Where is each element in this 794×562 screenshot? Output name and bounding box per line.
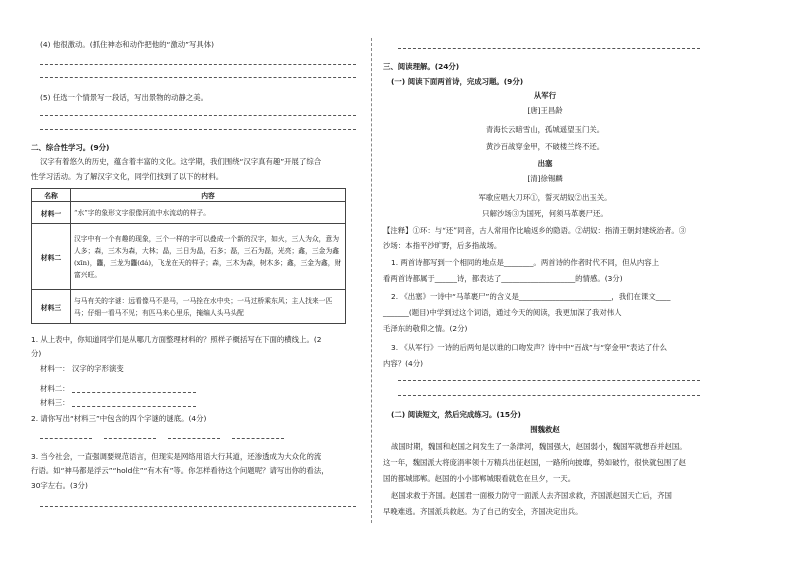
answer-line[interactable] xyxy=(398,48,700,49)
answer-line[interactable] xyxy=(40,129,356,130)
poem-2-line: 只解沙场③为国死，何须马革裹尸还。 xyxy=(482,209,608,218)
story-paragraph: 国的都城邯郸。赵国的小小邯郸城眼看就危在旦夕，一天。 xyxy=(383,474,576,483)
part-1-title: (一) 阅读下面两首诗，完成习题。(9分) xyxy=(391,77,524,86)
question-3-cont: 行语。如“神马都是浮云”“hold住”“有木有”等。你怎样看待这个问题呢？请写出你的看法， xyxy=(31,466,329,475)
story-paragraph: 赵国求救于齐国。赵国君一面极力防守一面派人去齐国求救，齐国派赵国天亡后，齐国 xyxy=(391,491,672,500)
material-3-label: 材料三： xyxy=(40,398,70,407)
question-3-cont: 30字左右。(3分) xyxy=(31,481,88,490)
table-header-row xyxy=(32,189,346,202)
reading-question-2-cont: _______(题目)中学到过这个词语，通过今天的阅读，我更加深了我对伟人 xyxy=(383,308,622,317)
section-3-title: 三、阅读理解。(24分) xyxy=(383,62,460,71)
story-paragraph: 早晚难逃。齐国派兵救赵。为了自己的安全，齐国决定出兵。 xyxy=(383,507,583,516)
material-name: 材料二 xyxy=(32,224,71,290)
table-header: 名称 xyxy=(32,189,71,202)
table-row xyxy=(32,290,346,324)
riddle-answer-line[interactable] xyxy=(104,438,156,439)
answer-line[interactable] xyxy=(398,395,700,396)
column-divider xyxy=(371,38,372,523)
question-4: (4) 他很激动。(抓住神态和动作把他的“激动”写具体) xyxy=(40,40,215,49)
material-1-answer: 汉字的字形演变 xyxy=(72,364,124,373)
question-2: 2. 请你写出“材料三”中包含的四个字谜的谜底。(4分) xyxy=(31,414,207,423)
reading-question-2-cont: 毛泽东的敬仰之情。(2分) xyxy=(383,324,468,333)
material-1-label: 材料一： xyxy=(40,364,70,373)
reading-question-3-cont: 内容？(4分) xyxy=(383,359,424,368)
material-2-label: 材料二： xyxy=(40,384,70,393)
story-title: 围魏救赵 xyxy=(530,425,560,434)
table-row xyxy=(32,202,346,224)
reading-question-1-cont: 看两首诗都属于______诗，都表达了____________________的情感。(3分) xyxy=(383,274,623,283)
table-header: 内容 xyxy=(71,189,346,202)
part-2-title: (二) 阅读短文，然后完成练习。(15分) xyxy=(391,410,521,419)
material-2-answer-line[interactable] xyxy=(72,392,196,393)
material-content: 汉字中有一个有趣的现象，三个一样的字可以叠成一个新的汉字，如火，三人为众，意为人多；森，三木为森，大林；晶，三日为晶，石多；磊，三石为磊，光亮；鑫，三金为鑫(xīn)，龘，三龙为龘(dá)，飞龙在天的样子；森，三木为森，树木多；鑫，三金为鑫，财富兴旺。 xyxy=(71,224,346,290)
answer-line[interactable] xyxy=(40,64,356,65)
material-name: 材料一 xyxy=(32,202,71,224)
material-name: 材料三 xyxy=(32,290,71,324)
poem-2-line: 军歌应唱大刀环①，誓灭胡奴②出玉关。 xyxy=(478,193,612,202)
story-paragraph: 战国时期，魏国和赵国之间发生了一条津河，魏国强大，赵国弱小，魏国军就想吞并赵国。 xyxy=(391,442,687,451)
material-content: 与马有关的字谜：远看像马不是马，一马拴在水中央；一马过桥乘东风；主人找来一匹马；仔细一看马不见；有匹马来心里乐，掩编人头马头配 xyxy=(71,290,346,324)
poem-1-title: 从军行 xyxy=(533,91,557,100)
poem-2-title: 出塞 xyxy=(537,159,553,168)
annotation: 【注释】①环：与“还”同音，古人常用作比喻返乡的隐语。②胡奴：指清王朝封建统治者。③ xyxy=(383,226,687,235)
poem-1-line: 青海长云暗雪山，孤城遥望玉门关。 xyxy=(485,125,605,134)
annotation: 沙场：本指平沙旷野，后多指战场。 xyxy=(383,241,502,250)
story-paragraph: 这一年，魏国派大将庞涓率领十万精兵出征赵国，一路所向披靡，势如破竹，很快就包围了赵 xyxy=(383,458,687,467)
materials-table xyxy=(31,188,346,324)
question-1: 1. 从上表中，你知道同学们是从哪几方面整理材料的？照样子概括写在下面的横线上。(2 xyxy=(31,335,322,344)
table-row xyxy=(32,224,346,290)
answer-line[interactable] xyxy=(40,115,356,116)
question-3: 3. 当今社会，一直强调要规范语言，但现实是网络用语大行其道，还渗透成为大众化的流 xyxy=(31,452,322,461)
question-1-cont: 分) xyxy=(31,349,42,358)
section-2-intro: 汉字有着悠久的历史，蕴含着丰富的文化。这学期，我们围绕“汉字真有趣”开展了综合 xyxy=(40,157,322,166)
question-5: (5) 任选一个情景写一段话，写出景物的动静之美。 xyxy=(40,93,209,102)
reading-question-2: 2. 《出塞》一诗中“马革裹尸”的含义是_________________________，我们在课文____ xyxy=(391,292,671,301)
reading-question-3: 3. 《从军行》一诗的后两句是以谁的口吻发声？诗中中“百战”与“穿金甲”表达了什么 xyxy=(391,343,668,352)
material-3-answer-line[interactable] xyxy=(72,406,196,407)
poem-2-author: [清]徐锡麟 xyxy=(527,174,563,183)
riddle-answer-line[interactable] xyxy=(168,438,220,439)
answer-line[interactable] xyxy=(398,380,700,381)
section-2-intro: 性学习活动。为了解汉字文化，同学们找到了以下的材料。 xyxy=(31,172,224,181)
answer-line[interactable] xyxy=(40,506,356,507)
poem-1-line: 黄沙百战穿金甲，不破楼兰终不还。 xyxy=(485,142,605,151)
riddle-answer-line[interactable] xyxy=(40,438,92,439)
reading-question-1: 1. 两首诗都写到一个相同的地点是________。两首诗的作者时代不同，但从内容上 xyxy=(391,258,660,267)
material-content: “水”字的象形文字很像河流中水流动的样子。 xyxy=(71,202,346,224)
riddle-answer-line[interactable] xyxy=(232,438,284,439)
answer-line[interactable] xyxy=(40,77,356,78)
poem-1-author: [唐]王昌龄 xyxy=(527,106,563,115)
section-2-title: 二、综合性学习。(9分) xyxy=(31,143,110,152)
